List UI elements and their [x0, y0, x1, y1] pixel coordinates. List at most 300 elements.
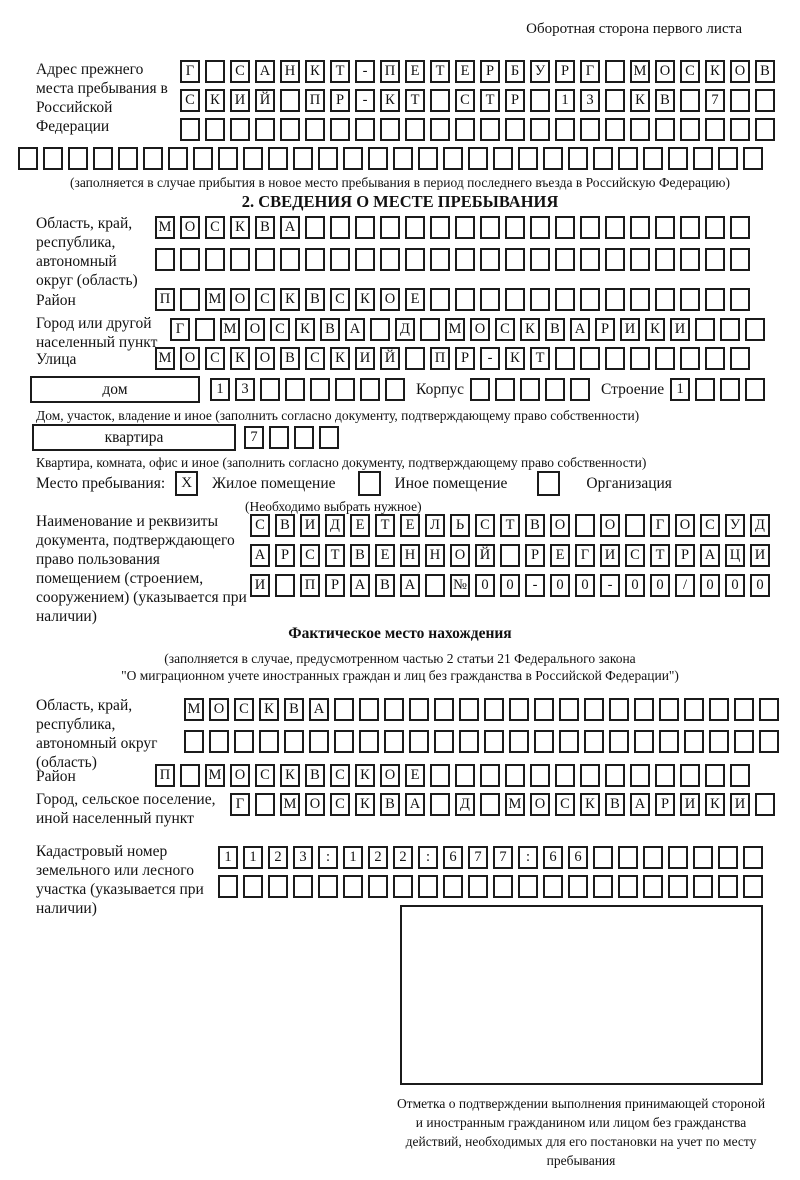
char-cell[interactable] — [380, 118, 400, 141]
char-cell[interactable] — [430, 764, 450, 787]
char-cell[interactable] — [484, 698, 504, 721]
char-cell[interactable]: М — [630, 60, 650, 83]
char-cell[interactable] — [530, 248, 550, 271]
char-cell[interactable] — [695, 378, 715, 401]
char-cell[interactable]: А — [309, 698, 329, 721]
char-cell[interactable]: Г — [650, 514, 670, 537]
char-cell[interactable] — [359, 698, 379, 721]
char-cell[interactable] — [405, 118, 425, 141]
char-cell[interactable] — [305, 216, 325, 239]
char-cell[interactable] — [409, 730, 429, 753]
char-cell[interactable]: К — [330, 347, 350, 370]
char-cell[interactable]: О — [209, 698, 229, 721]
char-cell[interactable]: М — [445, 318, 465, 341]
char-cell[interactable]: М — [155, 216, 175, 239]
char-cell[interactable] — [205, 118, 225, 141]
char-cell[interactable] — [730, 89, 750, 112]
char-cell[interactable] — [459, 730, 479, 753]
char-cell[interactable] — [405, 216, 425, 239]
char-cell[interactable] — [484, 730, 504, 753]
char-cell[interactable] — [230, 248, 250, 271]
char-cell[interactable]: С — [255, 764, 275, 787]
char-cell[interactable] — [530, 288, 550, 311]
char-cell[interactable]: С — [330, 288, 350, 311]
char-cell[interactable]: М — [184, 698, 204, 721]
char-cell[interactable]: С — [330, 764, 350, 787]
char-cell[interactable] — [568, 875, 588, 898]
char-cell[interactable] — [759, 698, 779, 721]
char-cell[interactable]: А — [280, 216, 300, 239]
char-cell[interactable]: 0 — [750, 574, 770, 597]
char-cell[interactable]: Д — [395, 318, 415, 341]
char-cell[interactable]: Е — [550, 544, 570, 567]
char-cell[interactable]: А — [250, 544, 270, 567]
char-cell[interactable] — [575, 514, 595, 537]
char-cell[interactable] — [480, 288, 500, 311]
char-cell[interactable]: К — [205, 89, 225, 112]
char-cell[interactable]: Т — [500, 514, 520, 537]
char-cell[interactable]: И — [230, 89, 250, 112]
char-cell[interactable]: К — [305, 60, 325, 83]
char-cell[interactable]: 1 — [343, 846, 363, 869]
char-cell[interactable] — [293, 147, 313, 170]
char-cell[interactable] — [659, 698, 679, 721]
char-cell[interactable]: А — [345, 318, 365, 341]
char-cell[interactable] — [368, 875, 388, 898]
char-cell[interactable]: И — [620, 318, 640, 341]
char-cell[interactable] — [655, 347, 675, 370]
char-cell[interactable]: С — [205, 347, 225, 370]
char-cell[interactable] — [630, 347, 650, 370]
char-cell[interactable]: 6 — [568, 846, 588, 869]
char-cell[interactable] — [593, 875, 613, 898]
char-cell[interactable] — [734, 698, 754, 721]
char-cell[interactable]: Г — [580, 60, 600, 83]
char-cell[interactable] — [430, 793, 450, 816]
char-cell[interactable] — [693, 846, 713, 869]
char-cell[interactable] — [580, 764, 600, 787]
char-cell[interactable]: К — [280, 288, 300, 311]
char-cell[interactable]: О — [380, 764, 400, 787]
char-cell[interactable]: 0 — [575, 574, 595, 597]
char-cell[interactable] — [655, 118, 675, 141]
char-cell[interactable] — [319, 426, 339, 449]
char-cell[interactable]: О — [675, 514, 695, 537]
char-cell[interactable] — [555, 248, 575, 271]
char-cell[interactable] — [275, 574, 295, 597]
char-cell[interactable]: П — [300, 574, 320, 597]
char-cell[interactable] — [334, 730, 354, 753]
char-cell[interactable] — [230, 118, 250, 141]
char-cell[interactable]: К — [230, 216, 250, 239]
char-cell[interactable] — [655, 288, 675, 311]
char-cell[interactable] — [570, 378, 590, 401]
char-cell[interactable] — [305, 248, 325, 271]
char-cell[interactable]: Д — [455, 793, 475, 816]
char-cell[interactable] — [593, 846, 613, 869]
apartment-type-field[interactable]: квартира — [32, 424, 236, 451]
char-cell[interactable]: Т — [405, 89, 425, 112]
char-cell[interactable] — [505, 764, 525, 787]
char-cell[interactable]: В — [375, 574, 395, 597]
char-cell[interactable] — [634, 730, 654, 753]
char-cell[interactable] — [370, 318, 390, 341]
char-cell[interactable]: 2 — [268, 846, 288, 869]
char-cell[interactable] — [605, 60, 625, 83]
char-cell[interactable]: Т — [375, 514, 395, 537]
char-cell[interactable] — [180, 248, 200, 271]
char-cell[interactable] — [405, 248, 425, 271]
char-cell[interactable]: : — [518, 846, 538, 869]
char-cell[interactable] — [180, 288, 200, 311]
char-cell[interactable]: И — [600, 544, 620, 567]
char-cell[interactable] — [684, 698, 704, 721]
char-cell[interactable] — [693, 147, 713, 170]
char-cell[interactable]: Т — [325, 544, 345, 567]
char-cell[interactable]: В — [755, 60, 775, 83]
char-cell[interactable] — [330, 216, 350, 239]
char-cell[interactable]: Е — [405, 764, 425, 787]
char-cell[interactable]: Т — [330, 60, 350, 83]
char-cell[interactable] — [705, 248, 725, 271]
char-cell[interactable] — [455, 216, 475, 239]
char-cell[interactable] — [630, 248, 650, 271]
char-cell[interactable]: Р — [455, 347, 475, 370]
char-cell[interactable]: Л — [425, 514, 445, 537]
char-cell[interactable] — [443, 147, 463, 170]
char-cell[interactable]: 0 — [500, 574, 520, 597]
char-cell[interactable]: 6 — [543, 846, 563, 869]
char-cell[interactable] — [343, 147, 363, 170]
char-cell[interactable] — [430, 248, 450, 271]
char-cell[interactable] — [420, 318, 440, 341]
char-cell[interactable] — [709, 730, 729, 753]
char-cell[interactable] — [534, 730, 554, 753]
char-cell[interactable]: О — [380, 288, 400, 311]
char-cell[interactable] — [559, 698, 579, 721]
char-cell[interactable]: А — [405, 793, 425, 816]
char-cell[interactable] — [643, 147, 663, 170]
char-cell[interactable] — [455, 118, 475, 141]
char-cell[interactable]: 7 — [705, 89, 725, 112]
char-cell[interactable]: Е — [350, 514, 370, 537]
char-cell[interactable] — [530, 118, 550, 141]
char-cell[interactable] — [384, 698, 404, 721]
char-cell[interactable]: К — [355, 793, 375, 816]
char-cell[interactable] — [755, 793, 775, 816]
char-cell[interactable]: / — [675, 574, 695, 597]
char-cell[interactable] — [380, 248, 400, 271]
char-cell[interactable] — [730, 216, 750, 239]
char-cell[interactable] — [668, 875, 688, 898]
char-cell[interactable] — [493, 147, 513, 170]
char-cell[interactable] — [680, 118, 700, 141]
char-cell[interactable]: - — [525, 574, 545, 597]
char-cell[interactable] — [480, 216, 500, 239]
char-cell[interactable]: В — [255, 216, 275, 239]
char-cell[interactable] — [605, 118, 625, 141]
char-cell[interactable] — [680, 216, 700, 239]
char-cell[interactable]: Н — [280, 60, 300, 83]
char-cell[interactable]: А — [400, 574, 420, 597]
char-cell[interactable] — [684, 730, 704, 753]
char-cell[interactable]: С — [234, 698, 254, 721]
char-cell[interactable] — [380, 216, 400, 239]
char-cell[interactable] — [18, 147, 38, 170]
char-cell[interactable]: Г — [180, 60, 200, 83]
char-cell[interactable] — [260, 378, 280, 401]
char-cell[interactable] — [118, 147, 138, 170]
char-cell[interactable]: О — [450, 544, 470, 567]
char-cell[interactable] — [709, 698, 729, 721]
char-cell[interactable] — [255, 793, 275, 816]
char-cell[interactable]: В — [545, 318, 565, 341]
char-cell[interactable] — [425, 574, 445, 597]
char-cell[interactable]: 1 — [218, 846, 238, 869]
char-cell[interactable]: С — [300, 544, 320, 567]
char-cell[interactable]: 0 — [475, 574, 495, 597]
char-cell[interactable]: И — [750, 544, 770, 567]
char-cell[interactable]: Т — [530, 347, 550, 370]
char-cell[interactable] — [559, 730, 579, 753]
char-cell[interactable] — [730, 347, 750, 370]
char-cell[interactable] — [259, 730, 279, 753]
char-cell[interactable] — [618, 147, 638, 170]
char-cell[interactable] — [618, 846, 638, 869]
char-cell[interactable]: С — [330, 793, 350, 816]
char-cell[interactable] — [759, 730, 779, 753]
char-cell[interactable] — [334, 698, 354, 721]
char-cell[interactable]: 0 — [725, 574, 745, 597]
char-cell[interactable] — [643, 846, 663, 869]
char-cell[interactable] — [255, 118, 275, 141]
char-cell[interactable] — [255, 248, 275, 271]
char-cell[interactable]: У — [530, 60, 550, 83]
char-cell[interactable]: М — [205, 764, 225, 787]
char-cell[interactable]: С — [475, 514, 495, 537]
char-cell[interactable] — [443, 875, 463, 898]
char-cell[interactable] — [584, 730, 604, 753]
char-cell[interactable] — [505, 248, 525, 271]
char-cell[interactable]: - — [600, 574, 620, 597]
char-cell[interactable]: С — [680, 60, 700, 83]
char-cell[interactable]: Ц — [725, 544, 745, 567]
char-cell[interactable] — [555, 216, 575, 239]
char-cell[interactable]: И — [300, 514, 320, 537]
char-cell[interactable]: - — [355, 60, 375, 83]
char-cell[interactable]: Р — [325, 574, 345, 597]
char-cell[interactable] — [205, 60, 225, 83]
char-cell[interactable] — [318, 147, 338, 170]
char-cell[interactable]: В — [280, 347, 300, 370]
char-cell[interactable] — [455, 764, 475, 787]
char-cell[interactable] — [405, 347, 425, 370]
char-cell[interactable]: А — [255, 60, 275, 83]
char-cell[interactable] — [269, 426, 289, 449]
char-cell[interactable]: М — [205, 288, 225, 311]
char-cell[interactable]: Е — [405, 288, 425, 311]
char-cell[interactable] — [605, 216, 625, 239]
char-cell[interactable]: 1 — [670, 378, 690, 401]
char-cell[interactable] — [680, 89, 700, 112]
char-cell[interactable]: Р — [275, 544, 295, 567]
char-cell[interactable] — [625, 514, 645, 537]
char-cell[interactable] — [730, 764, 750, 787]
char-cell[interactable] — [605, 288, 625, 311]
char-cell[interactable]: О — [180, 347, 200, 370]
char-cell[interactable]: А — [700, 544, 720, 567]
char-cell[interactable] — [680, 288, 700, 311]
char-cell[interactable] — [655, 216, 675, 239]
char-cell[interactable] — [330, 118, 350, 141]
house-type-field[interactable]: дом — [30, 376, 200, 403]
char-cell[interactable]: Е — [400, 514, 420, 537]
char-cell[interactable]: К — [230, 347, 250, 370]
char-cell[interactable]: Б — [505, 60, 525, 83]
char-cell[interactable]: Р — [595, 318, 615, 341]
char-cell[interactable] — [743, 846, 763, 869]
char-cell[interactable] — [430, 118, 450, 141]
char-cell[interactable]: И — [670, 318, 690, 341]
char-cell[interactable] — [480, 764, 500, 787]
char-cell[interactable]: 2 — [368, 846, 388, 869]
char-cell[interactable] — [568, 147, 588, 170]
char-cell[interactable]: Й — [255, 89, 275, 112]
char-cell[interactable] — [143, 147, 163, 170]
char-cell[interactable]: П — [430, 347, 450, 370]
char-cell[interactable]: Г — [230, 793, 250, 816]
char-cell[interactable] — [330, 248, 350, 271]
char-cell[interactable] — [518, 147, 538, 170]
char-cell[interactable] — [555, 118, 575, 141]
char-cell[interactable] — [680, 248, 700, 271]
char-cell[interactable] — [655, 248, 675, 271]
char-cell[interactable] — [580, 288, 600, 311]
char-cell[interactable] — [505, 216, 525, 239]
char-cell[interactable]: Р — [675, 544, 695, 567]
char-cell[interactable]: Р — [505, 89, 525, 112]
char-cell[interactable] — [234, 730, 254, 753]
char-cell[interactable] — [355, 216, 375, 239]
char-cell[interactable]: С — [700, 514, 720, 537]
char-cell[interactable] — [480, 793, 500, 816]
char-cell[interactable]: С — [495, 318, 515, 341]
char-cell[interactable] — [310, 378, 330, 401]
char-cell[interactable]: П — [380, 60, 400, 83]
char-cell[interactable]: А — [630, 793, 650, 816]
char-cell[interactable]: И — [250, 574, 270, 597]
char-cell[interactable] — [459, 698, 479, 721]
char-cell[interactable] — [280, 118, 300, 141]
char-cell[interactable] — [605, 89, 625, 112]
char-cell[interactable] — [555, 347, 575, 370]
char-cell[interactable]: С — [250, 514, 270, 537]
char-cell[interactable]: 3 — [235, 378, 255, 401]
char-cell[interactable] — [518, 875, 538, 898]
char-cell[interactable]: И — [680, 793, 700, 816]
char-cell[interactable]: Й — [475, 544, 495, 567]
char-cell[interactable] — [409, 698, 429, 721]
char-cell[interactable] — [209, 730, 229, 753]
char-cell[interactable]: Е — [455, 60, 475, 83]
checkbox-organization[interactable] — [537, 471, 560, 496]
char-cell[interactable]: 7 — [244, 426, 264, 449]
char-cell[interactable] — [195, 318, 215, 341]
char-cell[interactable]: У — [725, 514, 745, 537]
char-cell[interactable]: 1 — [555, 89, 575, 112]
char-cell[interactable] — [705, 347, 725, 370]
char-cell[interactable]: О — [730, 60, 750, 83]
char-cell[interactable] — [268, 875, 288, 898]
char-cell[interactable]: В — [275, 514, 295, 537]
char-cell[interactable]: П — [305, 89, 325, 112]
char-cell[interactable] — [609, 730, 629, 753]
char-cell[interactable]: О — [530, 793, 550, 816]
char-cell[interactable]: Т — [650, 544, 670, 567]
char-cell[interactable]: О — [655, 60, 675, 83]
char-cell[interactable]: О — [230, 764, 250, 787]
char-cell[interactable] — [718, 147, 738, 170]
char-cell[interactable]: Д — [750, 514, 770, 537]
checkbox-residential[interactable]: X — [175, 471, 198, 496]
char-cell[interactable] — [505, 288, 525, 311]
char-cell[interactable] — [468, 875, 488, 898]
char-cell[interactable] — [605, 248, 625, 271]
char-cell[interactable] — [555, 288, 575, 311]
char-cell[interactable] — [593, 147, 613, 170]
char-cell[interactable]: - — [480, 347, 500, 370]
char-cell[interactable] — [268, 147, 288, 170]
char-cell[interactable] — [368, 147, 388, 170]
char-cell[interactable] — [755, 89, 775, 112]
char-cell[interactable] — [734, 730, 754, 753]
char-cell[interactable]: Й — [380, 347, 400, 370]
char-cell[interactable] — [393, 147, 413, 170]
char-cell[interactable]: Д — [325, 514, 345, 537]
char-cell[interactable] — [430, 89, 450, 112]
char-cell[interactable]: В — [525, 514, 545, 537]
char-cell[interactable] — [520, 378, 540, 401]
char-cell[interactable]: К — [645, 318, 665, 341]
char-cell[interactable] — [360, 378, 380, 401]
char-cell[interactable]: В — [655, 89, 675, 112]
char-cell[interactable] — [580, 347, 600, 370]
char-cell[interactable]: Р — [330, 89, 350, 112]
char-cell[interactable]: П — [155, 288, 175, 311]
char-cell[interactable]: О — [230, 288, 250, 311]
char-cell[interactable] — [530, 216, 550, 239]
char-cell[interactable]: С — [455, 89, 475, 112]
char-cell[interactable]: К — [580, 793, 600, 816]
char-cell[interactable] — [480, 248, 500, 271]
char-cell[interactable] — [668, 846, 688, 869]
char-cell[interactable] — [543, 875, 563, 898]
char-cell[interactable] — [730, 248, 750, 271]
char-cell[interactable]: № — [450, 574, 470, 597]
char-cell[interactable]: 0 — [650, 574, 670, 597]
char-cell[interactable] — [630, 764, 650, 787]
char-cell[interactable]: К — [280, 764, 300, 787]
char-cell[interactable] — [430, 288, 450, 311]
char-cell[interactable]: Т — [430, 60, 450, 83]
char-cell[interactable] — [384, 730, 404, 753]
char-cell[interactable] — [218, 875, 238, 898]
char-cell[interactable]: С — [555, 793, 575, 816]
char-cell[interactable] — [680, 764, 700, 787]
char-cell[interactable] — [584, 698, 604, 721]
char-cell[interactable] — [243, 147, 263, 170]
char-cell[interactable] — [630, 216, 650, 239]
